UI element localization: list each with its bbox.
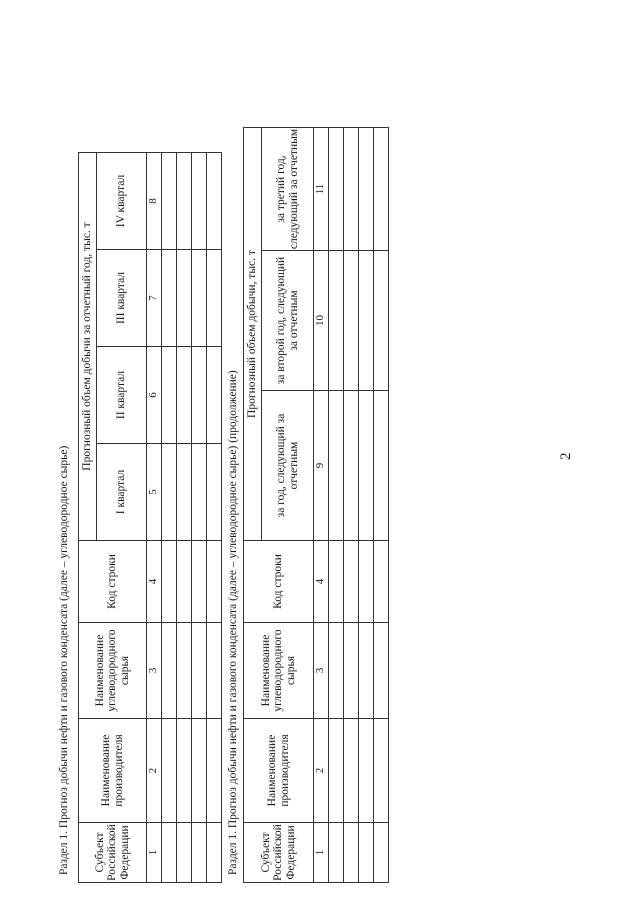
header-subject: Субъект Российской Федерации: [244, 823, 314, 883]
table-cell: [374, 719, 389, 823]
section1-caption: Раздел 1. Прогноз добычи нефти и газового конденсата (далее – углеводородное сырье): [58, 445, 70, 875]
table-cell: [162, 250, 177, 347]
table-cell: [192, 541, 207, 623]
empty-row: [329, 128, 344, 883]
col-num: 6: [147, 347, 162, 444]
table-cell: [192, 719, 207, 823]
table-cell: [162, 719, 177, 823]
table-cell: [329, 823, 344, 883]
header-producer: Наименование производителя: [244, 719, 314, 823]
table-cell: [374, 541, 389, 623]
table-cell: [207, 250, 222, 347]
table-cell: [162, 153, 177, 250]
col-num: 7: [147, 250, 162, 347]
table-cell: [374, 623, 389, 719]
table-cell: [344, 823, 359, 883]
header-subject: Субъект Российской Федерации: [79, 823, 147, 883]
header-producer: Наименование производителя: [79, 719, 147, 823]
table-cell: [192, 623, 207, 719]
table-cell: [344, 541, 359, 623]
header-q4: IV квартал: [97, 153, 147, 250]
table-cell: [177, 250, 192, 347]
empty-row: [359, 128, 374, 883]
column-number-row: [314, 128, 329, 883]
table-cell: [207, 623, 222, 719]
page-number: 2: [558, 452, 574, 460]
table-cell: [162, 623, 177, 719]
table-cell: [344, 128, 359, 251]
table-cell: [374, 251, 389, 391]
table-cell: [177, 444, 192, 541]
table-cell: [162, 444, 177, 541]
table-cell: [359, 623, 374, 719]
table-cell: [374, 391, 389, 541]
table-cell: [207, 541, 222, 623]
empty-row: [192, 153, 207, 883]
table-cell: [177, 719, 192, 823]
col-num: 1: [147, 823, 162, 883]
empty-row: [207, 153, 222, 883]
table-cell: [344, 391, 359, 541]
table-cell: [162, 347, 177, 444]
section2-caption: Раздел 1. Прогноз добычи нефти и газового конденсата (далее – углеводородное сырье) (продолжение): [227, 370, 239, 875]
col-num: 2: [314, 719, 329, 823]
table-cell: [329, 391, 344, 541]
col-num: 1: [314, 823, 329, 883]
table-cell: [329, 251, 344, 391]
table-cell: [344, 623, 359, 719]
table-cell: [329, 623, 344, 719]
table-cell: [359, 719, 374, 823]
table-cell: [192, 153, 207, 250]
table-cell: [359, 128, 374, 251]
table-cell: [359, 391, 374, 541]
table-cell: [192, 250, 207, 347]
table-cell: [177, 823, 192, 883]
header-forecast-year: Прогнозный объем добычи за отчетный год, тыс. т: [79, 153, 97, 541]
table-cell: [192, 444, 207, 541]
table-cell: [162, 541, 177, 623]
table-cell: [359, 823, 374, 883]
col-num: 9: [314, 391, 329, 541]
table-cell: [207, 444, 222, 541]
header-q2: II квартал: [97, 347, 147, 444]
table-cell: [374, 128, 389, 251]
table-cell: [344, 251, 359, 391]
header-row-code: Код строки: [244, 541, 314, 623]
col-num: 3: [314, 623, 329, 719]
header-row-code: Код строки: [79, 541, 147, 623]
empty-row: [374, 128, 389, 883]
table-cell: [329, 541, 344, 623]
table-cell: [207, 719, 222, 823]
col-num: 8: [147, 153, 162, 250]
table-cell: [359, 251, 374, 391]
table-cell: [177, 623, 192, 719]
header-raw-material: Наименование углеводородного сырья: [79, 623, 147, 719]
col-num: 10: [314, 251, 329, 391]
header-year1: за год, следующий за отчетным: [262, 391, 314, 541]
table-cell: [329, 719, 344, 823]
empty-row: [162, 153, 177, 883]
col-num: 5: [147, 444, 162, 541]
table-cell: [207, 153, 222, 250]
col-num: 2: [147, 719, 162, 823]
table-cell: [177, 153, 192, 250]
col-num: 4: [314, 541, 329, 623]
empty-row: [177, 153, 192, 883]
table-cell: [359, 541, 374, 623]
table-cell: [329, 128, 344, 251]
table-cell: [374, 823, 389, 883]
empty-row: [344, 128, 359, 883]
table-cell: [177, 541, 192, 623]
col-num: 4: [147, 541, 162, 623]
section1-table: [78, 152, 222, 883]
section2-table: [243, 127, 389, 883]
table-cell: [192, 347, 207, 444]
table-cell: [207, 347, 222, 444]
table-cell: [177, 347, 192, 444]
header-year2: за второй год, следующий за отчетным: [262, 251, 314, 391]
header-q1: I квартал: [97, 444, 147, 541]
header-forecast: Прогнозный объем добычи, тыс. т: [244, 128, 262, 541]
header-raw-material: Наименование углеводородного сырья: [244, 623, 314, 719]
table-cell: [162, 823, 177, 883]
header-year3: за третий год, следующий за отчетным: [262, 128, 314, 251]
header-q3: III квартал: [97, 250, 147, 347]
table-cell: [344, 719, 359, 823]
col-num: 3: [147, 623, 162, 719]
table-cell: [207, 823, 222, 883]
col-num: 11: [314, 128, 329, 251]
table-cell: [192, 823, 207, 883]
column-number-row: [147, 153, 162, 883]
